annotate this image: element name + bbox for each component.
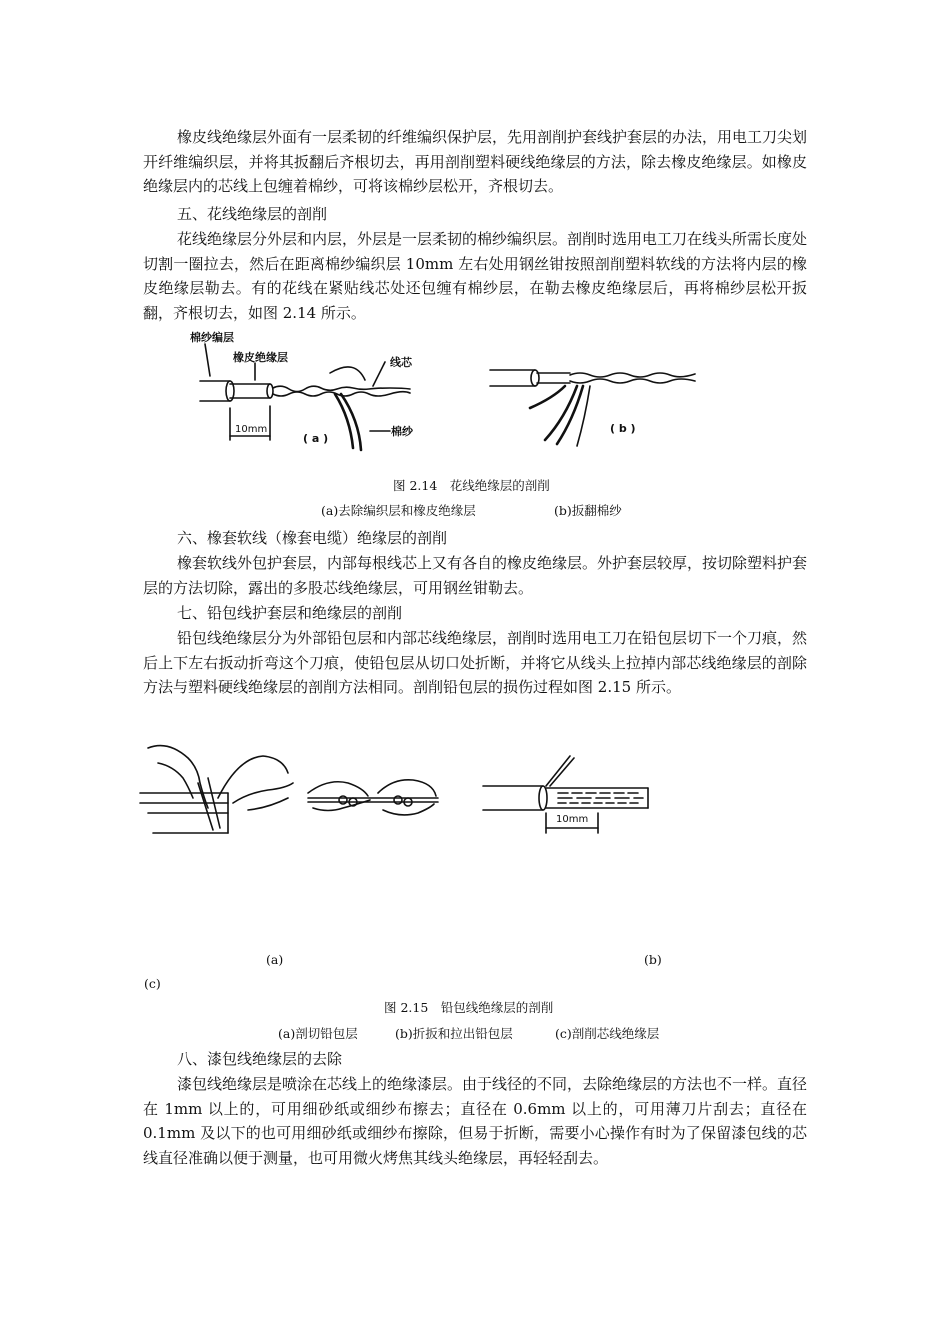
paragraph-enamelled-wire: 漆包线绝缘层是喷涂在芯线上的绝缘漆层。由于线径的不同，去除绝缘层的方法也不一样。直径在 1mm 以上的，可用细砂纸或细纱布擦去；直径在 0.6mm 以上的，可用薄刀片刮去；直径在 0.1mm 及以下的也可用细砂纸或细纱布擦除，但易于折断，需要小心操作有时为了保留漆包线的芯线直径准确以便于测量，也可用微火烤焦其线头绝缘层，再轻轻刮去。 (143, 1075, 808, 1167)
figure-2-15a-drawing (140, 746, 293, 833)
figure-2-14-illustration (185, 328, 715, 463)
label-cotton-braid: 棉纱编层 (190, 331, 234, 344)
figure-2-15-subcaption-b: (b)折扳和拉出铅包层 (395, 1026, 513, 1041)
figure-2-15-subcaption-c: (c)剖削芯线绝缘层 (555, 1026, 660, 1041)
paragraph-rubber-sheathed-cable: 橡套软线外包护套层，内部每根线芯上又有各自的橡皮绝缘层。外护套层较厚，按切除塑料护套层的方法切除，露出的多股芯线绝缘层，可用钢丝钳勒去。 (143, 554, 808, 597)
figure-2-15b-drawing (308, 780, 438, 815)
figure-2-15-caption: 图 2.15 铅包线绝缘层的剖削 (384, 1000, 554, 1015)
figure-2-15-marker-a: (a) (266, 952, 284, 967)
label-subfig-a: ( a ) (303, 432, 329, 445)
figure-2-15-svg (138, 738, 668, 848)
figure-2-14-caption: 图 2.14 花线绝缘层的剖削 (393, 478, 550, 493)
figure-2-15-subcaption-a: (a)剖切铅包层 (278, 1026, 358, 1041)
label-subfig-b: ( b ) (610, 422, 636, 435)
figure-2-15-marker-c: (c) (144, 976, 161, 991)
figure-2-15-marker-b: (b) (644, 952, 662, 967)
paragraph-lead-sheathed-wire: 铅包线绝缘层分为外部铅包层和内部芯线绝缘层，剖削时选用电工刀在铅包层切下一个刀痕，然后上下左右扳动折弯这个刀痕，使铅包层从切口处折断，并将它从线头上拉掉内部芯线绝缘层的剖除方法与塑料硬线绝缘层的剖削方法相同。剖削铅包层的损伤过程如图 2.15 所示。 (143, 629, 808, 696)
label-10mm-c: 10mm (556, 814, 589, 825)
figure-2-14a-drawing (190, 330, 414, 450)
figure-2-14-subcaption-a: (a)去除编织层和橡皮绝缘层 (321, 503, 476, 518)
figure-2-15-illustration (138, 738, 668, 848)
heading-section-7: 七、铅包线护套层和绝缘层的剖削 (177, 604, 403, 622)
paragraph-rubber-wire: 橡皮线绝缘层外面有一层柔韧的纤维编织保护层，先用剖削护套线护套层的办法，用电工刀尖划开纤维编织层，并将其扳翻后齐根切去，再用剖削塑料硬线绝缘层的方法，除去橡皮绝缘层。如橡皮绝缘层内的芯线上包缠着棉纱，可将该棉纱层松开，齐根切去。 (143, 128, 808, 195)
figure-2-14b-drawing (490, 370, 695, 446)
label-rubber-insulation: 橡皮绝缘层 (233, 351, 288, 364)
label-cotton-yarn: 棉纱 (391, 425, 413, 438)
figure-2-15c-drawing (483, 756, 648, 833)
heading-section-6: 六、橡套软线（橡套电缆）绝缘层的剖削 (177, 529, 448, 547)
heading-section-5: 五、花线绝缘层的剖削 (177, 205, 328, 223)
label-10mm-a: 10mm (235, 424, 268, 435)
label-core: 线芯 (390, 356, 412, 369)
figure-2-14-svg (185, 328, 715, 463)
paragraph-flower-wire: 花线绝缘层分外层和内层，外层是一层柔韧的棉纱编织层。剖削时选用电工刀在线头所需长度处切割一圈拉去，然后在距离棉纱编织层 10mm 左右处用钢丝钳按照剖削塑料软线的方法将内层的橡皮绝缘层勒去。有的花线在紧贴线芯处还包缠有棉纱层，在勒去橡皮绝缘层后，再将棉纱层松开扳翻，齐根切去，如图 2.14 所示。 (143, 230, 808, 322)
heading-section-8: 八、漆包线绝缘层的去除 (177, 1050, 343, 1068)
figure-2-14-subcaption-b: (b)扳翻棉纱 (554, 503, 622, 518)
